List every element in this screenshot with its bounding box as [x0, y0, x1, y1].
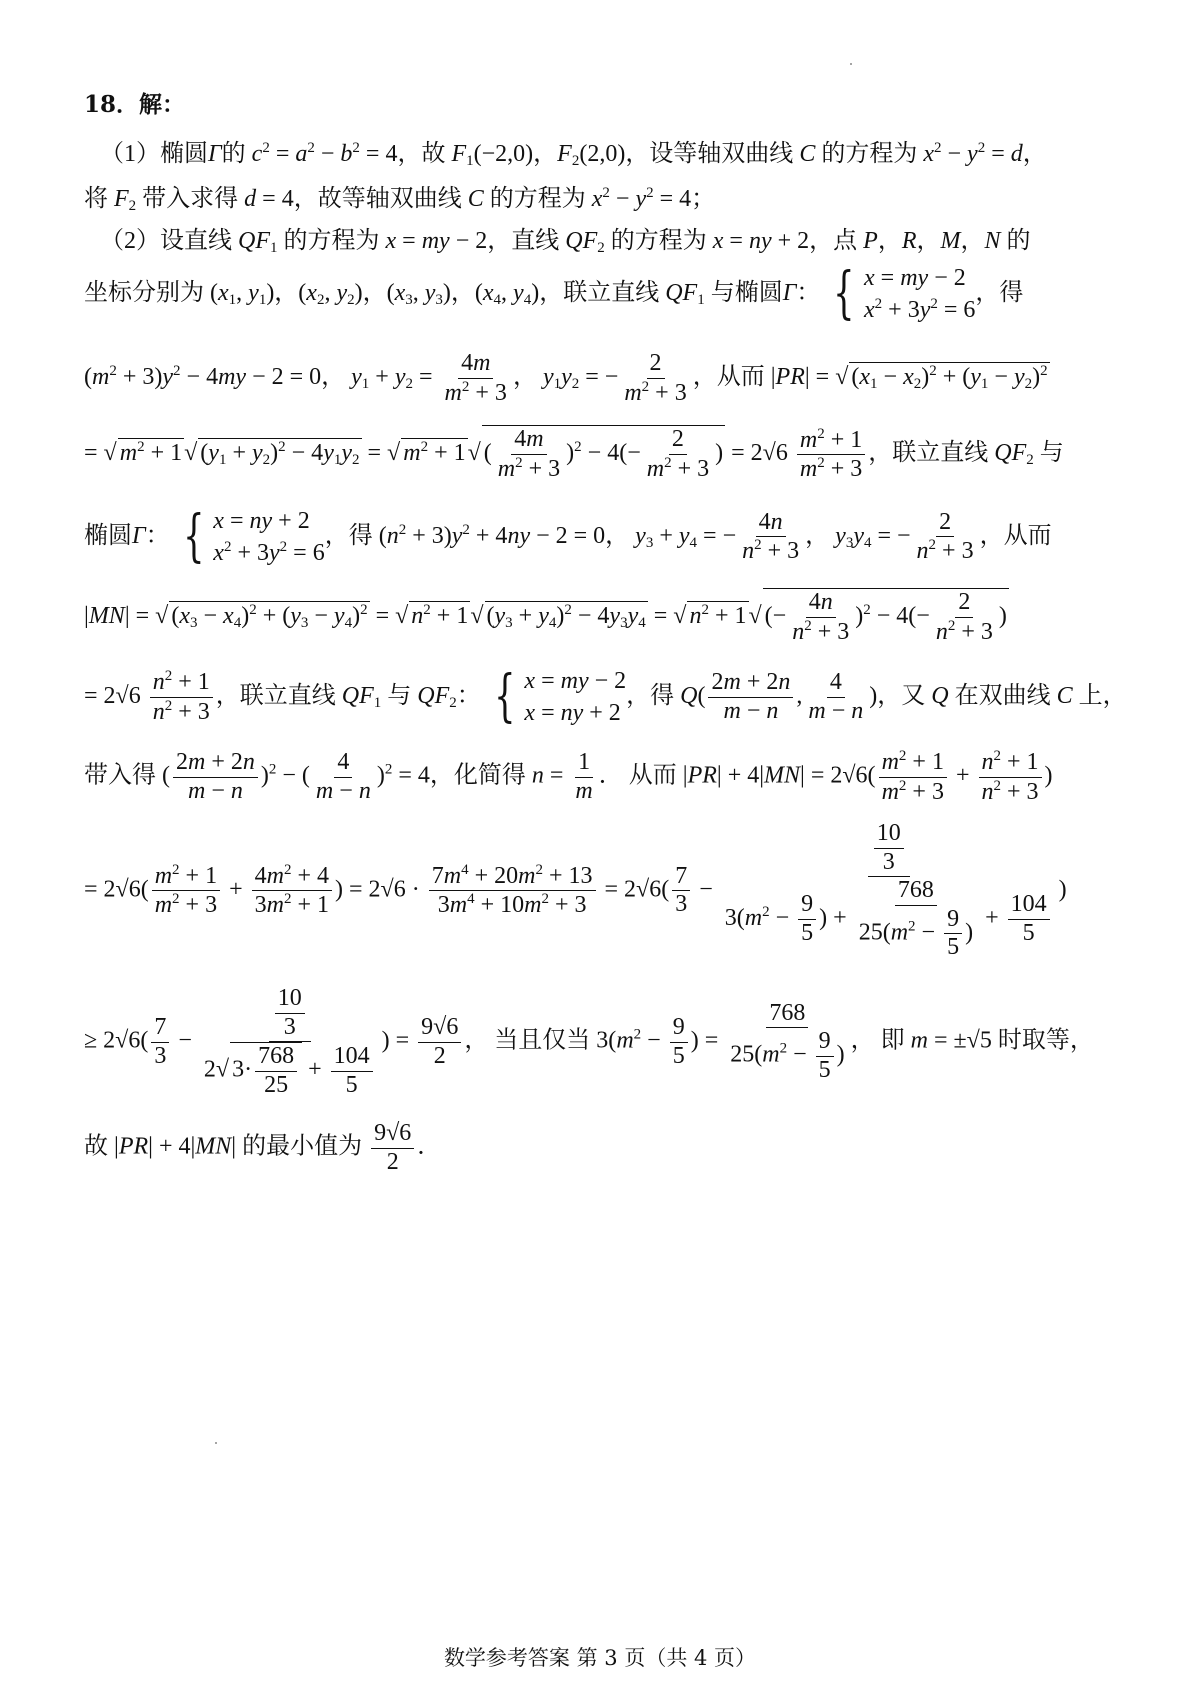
scan-speck [850, 63, 852, 65]
part2-line8: 带入得 ( $\frac{2m + 2n}{m - n}$ )$^2$ − ( $\frac{4}{m - n}$ )$^2$ = 4，化简得 n = $\frac{1}{m}$ ． 从而 |PR| + 4|MN| = 2√6( $\frac{m^2 + 1}{m^2 + 3}$ + $\frac{n^2 + 1}{n^2 + 3}$ ) [84, 748, 1053, 805]
part1-line2: 将 $F_2$ 带入求得 d = 4，故等轴双曲线 C 的方程为 $x^2 - y^2 = 4$； [84, 185, 716, 214]
part2-line7: = 2√6 $\frac{n^2 + 1}{n^2 + 3}$ ，联立直线 $QF_1$ 与 $QF_2$： { x = my − 2 x = ny + 2 ，得 Q( $\frac{2m + 2n}{m - n}$ , $\frac{4}{m - n}$ )，又 Q 在双曲线 C 上， [84, 664, 1127, 730]
part2-line3: $(m^2 + 3)y^2 - 4my - 2 = 0$， $y_1 + y_2$ = $\frac{4m}{m^2 + 3}$ ， $y_1y_2$ = − $\frac{2}{m^2 + 3}$ ，从而 |PR| = √ $(x_1 - x_2)^2 + (y_1 - y_2)^2$ [84, 350, 1048, 406]
system-qf2-ellipse: { x = ny + 2 $x^2 + 3y^2 = 6$ [182, 504, 325, 570]
part2-line9: = 2√6( $\frac{m^2 + 1}{m^2 + 3}$ + $\frac{4m^2 + 4}{3m^2 + 1}$ ) = 2√6 · $\frac{7m^4 + 20m^2 + 13}{3m^4 + 10m^2 + 3}$ = 2√6( $\frac{7}{3}$ − $\frac{10}{3}$ $3(m^2$ − $\frac{9}{5}$ ) + 768 $25(m^2$ − $\frac{9}{5}$ ) + $\frac{104}{5}$ ) [84, 820, 1067, 961]
part2-line4: = √ $m^2 + 1√$ $(y_1 + y_2)^2 - 4y_1y_2$ = √ $m^2 + 1√$ ( $\frac{4m}{m^2 + 3}$ )$^2$ − 4(− $\frac{2}{m^2 + 3}$ ) = 2√6 $\frac{m^2 + 1}{m^2 + 3}$ ，联立直线 $QF_2$ 与 [84, 425, 1064, 483]
page-footer: 数学参考答案 第 3 页（共 4 页） [443, 1646, 757, 1670]
system-qf1-qf2: { x = my − 2 x = ny + 2 [493, 664, 627, 730]
part2-line5: 椭圆Γ： { x = ny + 2 $x^2 + 3y^2 = 6$ ，得 $(n^2 + 3)y^2 + 4ny - 2 = 0$， $y_3 + y_4$ = − $\frac{4n}{n^2 + 3}$ ， $y_3y_4$ = − $\frac{2}{n^2 + 3}$ ，从而 [84, 504, 1052, 570]
problem-label: 18．解： [84, 91, 186, 118]
part1-line1: （1）椭圆Γ的 $c^2 = a^2 - b^2 = 4$，故 $F_1(-2,0)$，$F_2(2,0)$，设等轴双曲线 C 的方程为 $x^2 - y^2 = d$， [100, 140, 1047, 169]
part2-line2: 坐标分别为 ($x_1$, $y_1$)，($x_2$, $y_2$)，($x_3$, $y_3$)，($x_4$, $y_4$)，联立直线 $QF_1$ 与椭圆Γ： { x = my − 2 $x^2 + 3y^2 = 6$ ，得 [84, 261, 1024, 327]
part2-line11: 故 |PR| + 4|MN| 的最小值为 $\frac{9√6}{2}$ ． [84, 1120, 442, 1175]
part2-line6: |MN| = √ $(x_3 - x_4)^2 + (y_3 - y_4)^2$ = √ $n^2 + 1√$ $(y_3 + y_4)^2 - 4y_3y_4$ = √ $n^2 + 1√$ (− $\frac{4n}{n^2 + 3}$ )$^2$ − 4(− $\frac{2}{n^2 + 3}$ ) [84, 589, 1007, 645]
part2-line1: （2）设直线 $QF_1$ 的方程为 x = my − 2，直线 $QF_2$ 的方程为 x = ny + 2，点 P，R，M，N 的 [100, 228, 1031, 256]
part2-line10: ≥ 2√6( $\frac{7}{3}$ − $\frac{10}{3}$ 2√ 3· $\frac{768}{25}$ + $\frac{104}{5}$ ) = $\frac{9√6}{2}$ ， 当且仅当 $3(m^2$ − $\frac{9}{5}$ ) = 768 $25(m^2$ − $\frac{9}{5}$ ) ， 即 m = ±√5 时取等， [84, 985, 1094, 1098]
system-qf1-ellipse: { x = my − 2 $x^2 + 3y^2 = 6$ [833, 261, 976, 327]
scan-speck [215, 1442, 217, 1444]
